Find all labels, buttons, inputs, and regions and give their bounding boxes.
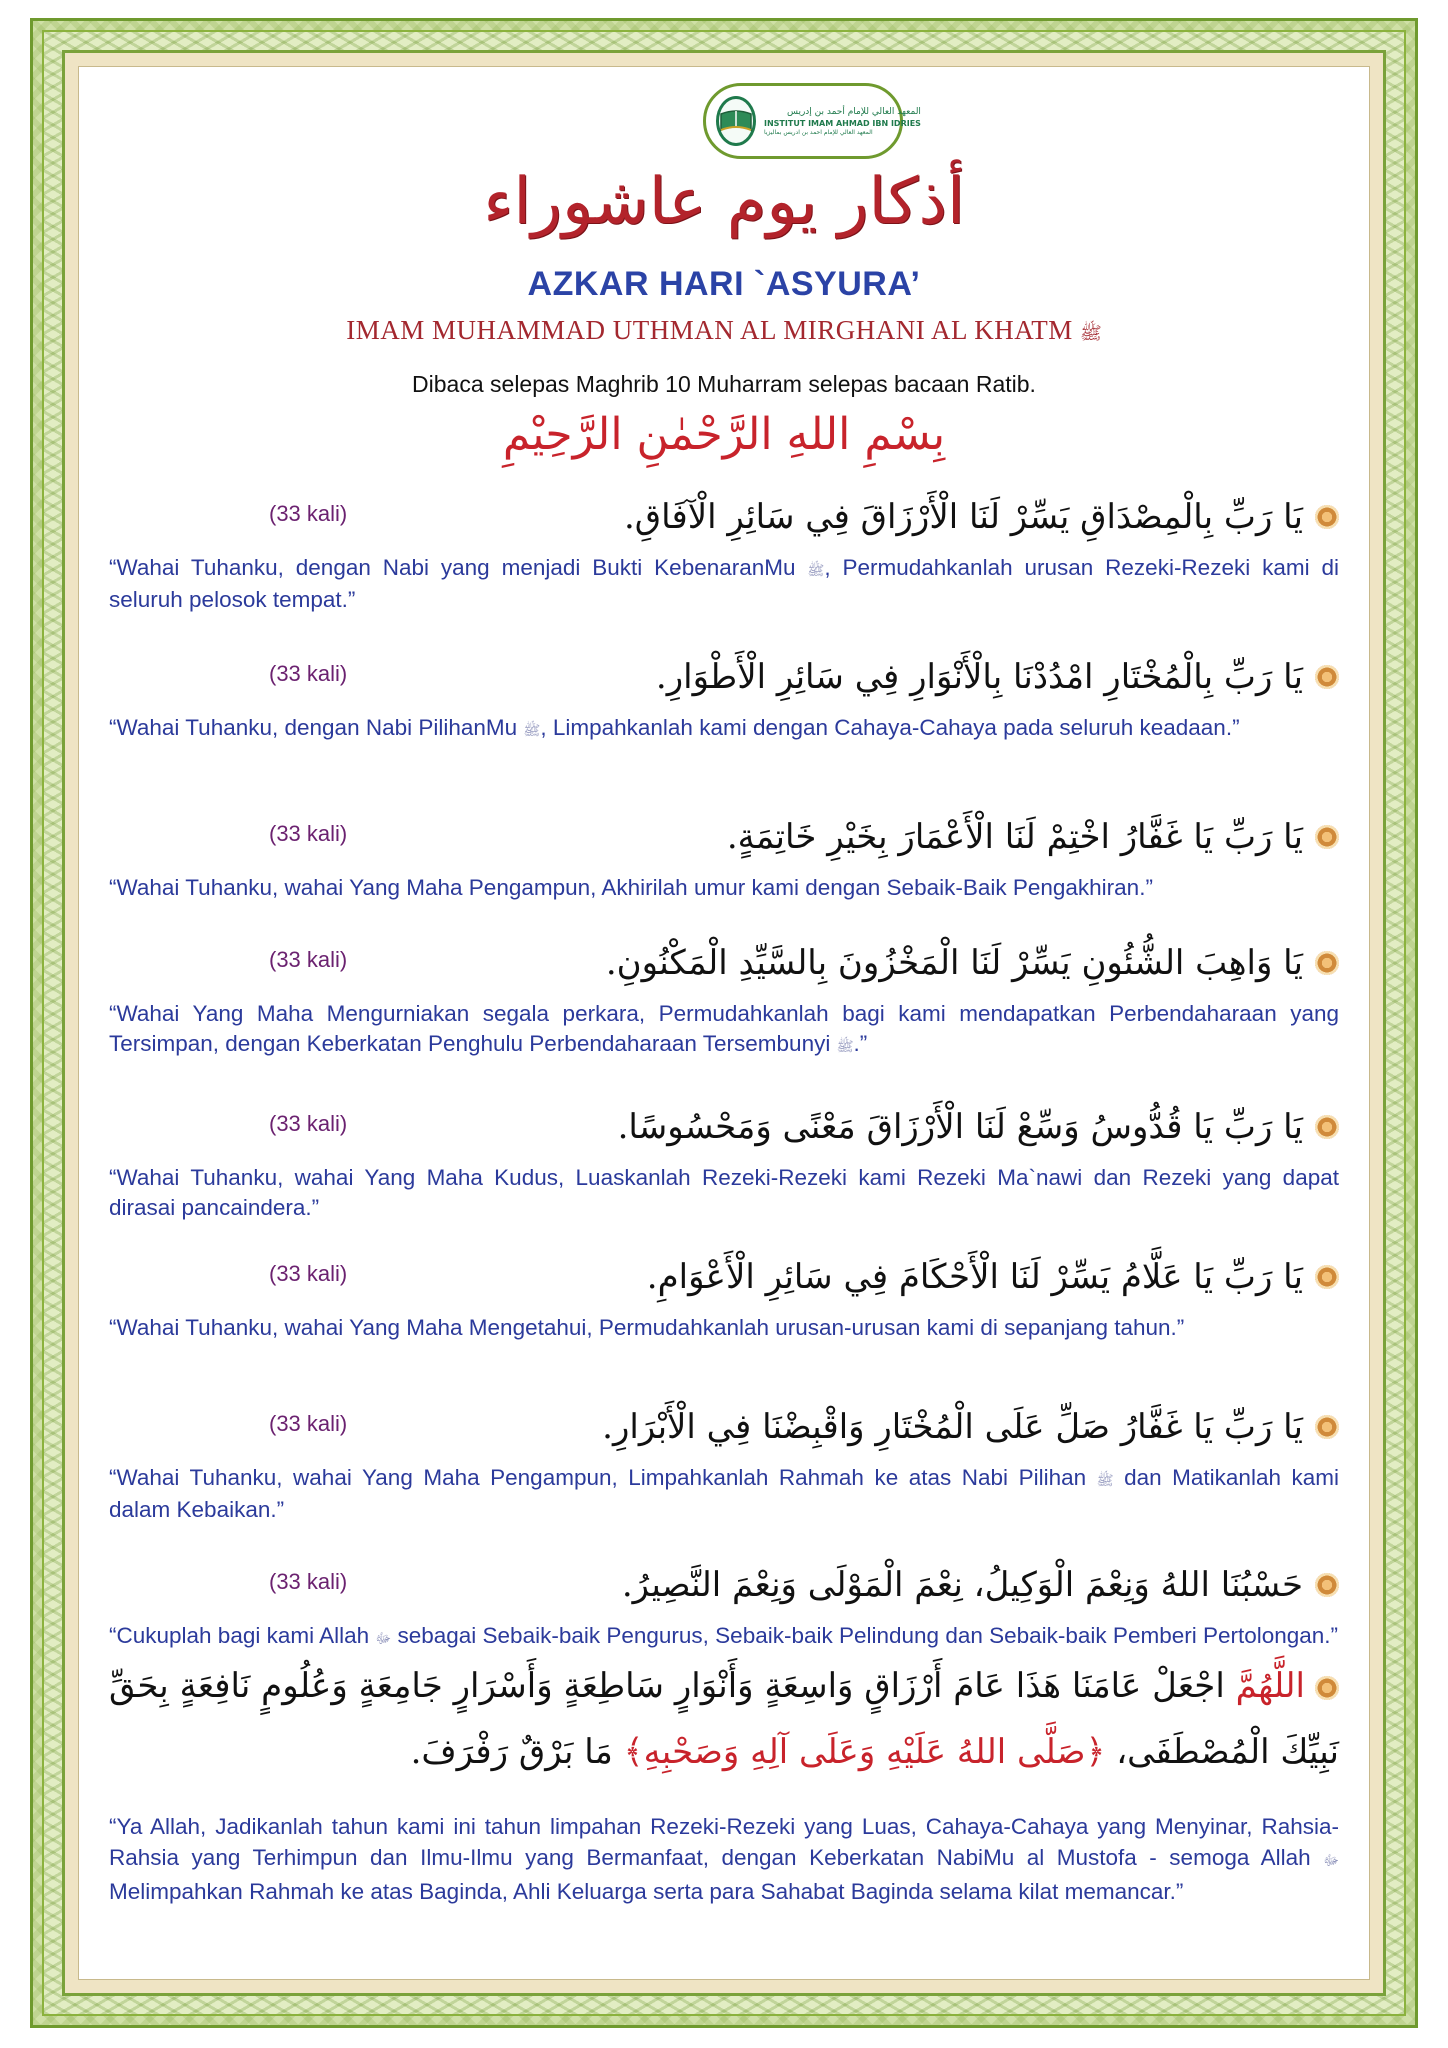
dhikr-arabic: يَا رَبِّ بِالْمُخْتَارِ امْدُدْنَا بِالْأَنْوَارِ فِي سَائِرِ الْأَطْوَارِ.: [655, 657, 1303, 697]
final-prayer-translation: “Ya Allah, Jadikanlah tahun kami ini tahun limpahan Rezeki-Rezeki yang Luas, Cahaya-Cahaya yang Menyinar, Rahsia-Rahsia yang Terhimpun dan Ilmu-Ilmu yang Bermanfaat, dengan Keberkatan NabiMu al Mustofa - semoga Allah ﷻ Melimpahkan Rahmah ke atas Baginda, Ahli Keluarga serta para Sahabat Baginda selama kilat memancar.”: [109, 1814, 1339, 1904]
dhikr-arabic: يَا وَاهِبَ الشُّئُونِ يَسِّرْ لَنَا الْمَخْزُونَ بِالسَّيِّدِ الْمَكْنُونِ.: [605, 943, 1303, 983]
rosette-bullet-icon: [1315, 1415, 1339, 1439]
rosette-bullet-icon: [1315, 825, 1339, 849]
author-name: IMAM MUHAMMAD UTHMAN AL MIRGHANI AL KHATM: [346, 315, 1073, 345]
dhikr-arabic: يَا رَبِّ يَا غَفَّارُ اخْتِمْ لَنَا الْأَعْمَارَ بِخَيْرِ خَاتِمَةٍ.: [726, 817, 1303, 857]
book-emblem-icon: [716, 96, 756, 146]
honorific-glyph: ﷺ: [1096, 1472, 1114, 1488]
dhikr-arabic: يَا رَبِّ يَا عَلَّامُ يَسِّرْ لَنَا الْأَحْكَامَ فِي سَائِرِ الْأَعْوَامِ.: [646, 1257, 1303, 1297]
rosette-bullet-icon: [1315, 1573, 1339, 1597]
rosette-bullet-icon: [1315, 1676, 1339, 1700]
dhikr-translation: “Cukuplah bagi kami Allah ﷻ sebagai Sebaik-baik Pengurus, Sebaik-baik Pelindung dan Sebaik-baik Pemberi Pertolongan.”: [109, 1623, 1339, 1648]
logo-arabic-name: المعهد العالي للإمام أحمد بن إدريس: [786, 106, 921, 117]
english-title: AZKAR HARI `ASYURA’: [527, 265, 921, 303]
dhikr-arabic: يَا رَبِّ بِالْمِصْدَاقِ يَسِّرْ لَنَا الْأَرْزَاقَ فِي سَائِرِ الْآفَاقِ.: [623, 497, 1303, 537]
reading-instruction: Dibaca selepas Maghrib 10 Muharram selepas bacaan Ratib.: [412, 371, 1036, 397]
repeat-count: (33 kali): [269, 947, 348, 972]
logo-english-name: INSTITUT IMAM AHMAD IBN IDRIES: [764, 118, 921, 128]
dhikr-translation: “Wahai Tuhanku, wahai Yang Maha Pengampun, Limpahkanlah Rahmah ke atas Nabi Pilihan ﷺ dan Matikanlah kami dalam Kebaikan.”: [109, 1465, 1339, 1522]
salawat-phrase: ﴿صَلَّى اللهُ عَلَيْهِ وَعَلَى آلِهِ وَصَحْبِهِ﴾: [623, 1732, 1106, 1772]
rosette-bullet-icon: [1315, 1265, 1339, 1289]
document-page: [78, 66, 1370, 1980]
final-prayer-arabic: اللَّهُمَّ اجْعَلْ عَامَنَا هَذَا عَامَ أَرْزَاقٍ وَاسِعَةٍ وَأَنْوَارٍ سَاطِعَةٍ وَأَسْرَارٍ جَامِعَةٍ وَعُلُومٍ نَافِعَةٍ بِحَقِّ نَبِيِّكَ الْمُصْطَفَى، ﴿صَلَّى اللهُ عَلَيْهِ وَعَلَى آلِهِ وَصَحْبِهِ﴾ مَا بَرْقٌ رَفْرَفَ.: [109, 1666, 1339, 1772]
rosette-bullet-icon: [1315, 505, 1339, 529]
repeat-count: (33 kali): [269, 501, 348, 526]
logo-subtitle: المعهد العالي للإمام احمد بن ادريس بماليزيا: [764, 128, 873, 136]
dhikr-translation: “Wahai Yang Maha Mengurniakan segala perkara, Permudahkanlah bagi kami mendapatkan Perbendaharaan yang Tersimpan, dengan Keberkatan Penghulu Perbendaharaan Tersembunyi ﷺ.”: [109, 1001, 1339, 1056]
honorific-glyph: ﷻ: [375, 1630, 392, 1646]
author-line: [79, 315, 1369, 348]
dhikr-translation: “Wahai Tuhanku, wahai Yang Maha Pengampun, Akhirilah umur kami dengan Sebaik-Baik Pengakhiran.”: [109, 875, 1153, 900]
allahumma-word: اللَّهُمَّ: [1235, 1666, 1305, 1706]
basmala: بِسْمِ اللهِ الرَّحْمٰنِ الرَّحِيْمِ: [502, 409, 946, 460]
honorific-glyph: ﷺ: [836, 1038, 854, 1054]
repeat-count: (33 kali): [269, 1261, 348, 1286]
dhikr-translation: “Wahai Tuhanku, dengan Nabi PilihanMu ﷺ, Limpahkanlah kami dengan Cahaya-Cahaya pada seluruh keadaan.”: [109, 715, 1240, 740]
dhikr-arabic: يَا رَبِّ يَا قُدُّوسُ وَسِّعْ لَنَا الْأَرْزَاقَ مَعْنًى وَمَحْسُوسًا.: [617, 1107, 1303, 1147]
repeat-count: (33 kali): [269, 661, 348, 686]
rosette-bullet-icon: [1315, 1115, 1339, 1139]
honorific-glyph: ﷻ: [1323, 1852, 1339, 1868]
honorific-glyph: ﷺ: [523, 722, 541, 738]
repeat-count: (33 kali): [269, 821, 348, 846]
repeat-count: (33 kali): [269, 1111, 348, 1136]
dhikr-translation: “Wahai Tuhanku, wahai Yang Maha Kudus, Luaskanlah Rezeki-Rezeki kami Rezeki Ma`nawi dan Rezeki yang dapat dirasai pancaindera.”: [109, 1165, 1339, 1220]
repeat-count: (33 kali): [269, 1569, 348, 1594]
rosette-bullet-icon: [1315, 665, 1339, 689]
repeat-count: (33 kali): [269, 1411, 348, 1436]
institute-logo: [703, 83, 921, 159]
arabic-title: أذكار يوم عاشوراء: [483, 165, 965, 239]
author-honorific: ﷺ: [1080, 323, 1102, 343]
dhikr-translation: “Wahai Tuhanku, dengan Nabi yang menjadi Bukti KebenaranMu ﷺ, Permudahkanlah urusan Rezeki-Rezeki kami di seluruh pelosok tempat.”: [109, 555, 1339, 612]
dhikr-arabic: يَا رَبِّ يَا غَفَّارُ صَلِّ عَلَى الْمُخْتَارِ وَاقْبِضْنَا فِي الْأَبْرَارِ.: [602, 1407, 1303, 1447]
rosette-bullet-icon: [1315, 951, 1339, 975]
dhikr-arabic: حَسْبُنَا اللهُ وَنِعْمَ الْوَكِيلُ، نِعْمَ الْمَوْلَى وَنِعْمَ النَّصِيرُ.: [621, 1565, 1303, 1605]
honorific-glyph: ﷺ: [807, 562, 825, 578]
dhikr-translation: “Wahai Tuhanku, wahai Yang Maha Mengetahui, Permudahkanlah urusan-urusan kami di sepanjang tahun.”: [109, 1315, 1185, 1340]
